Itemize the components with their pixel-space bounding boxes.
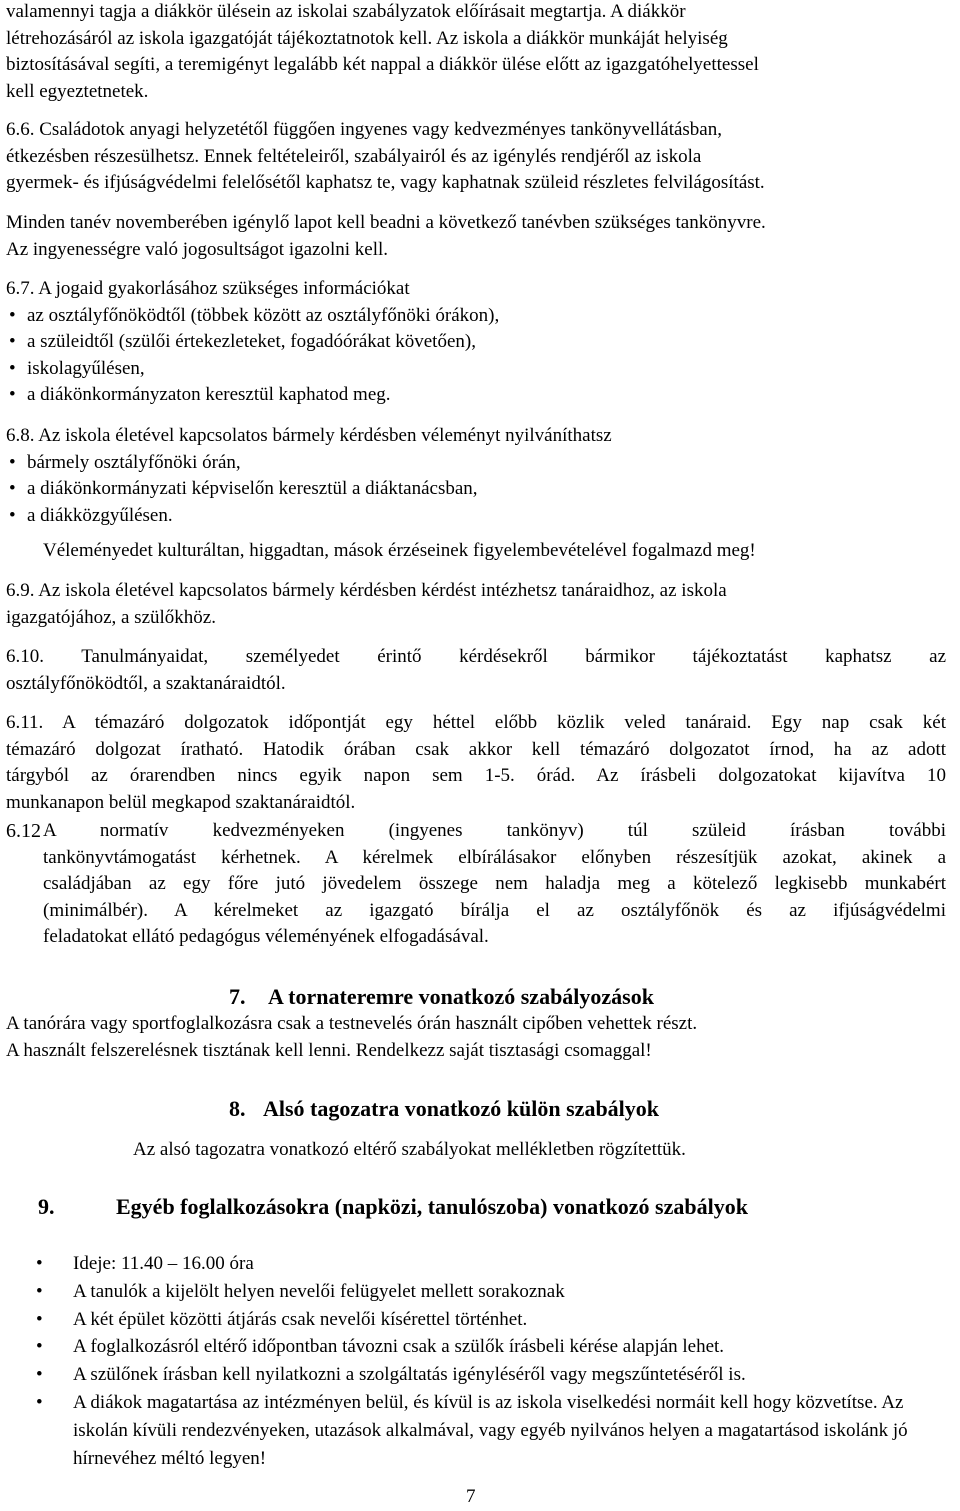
section-9-number: 9.: [38, 1194, 55, 1219]
section-6-8-note: [43, 538, 946, 565]
section-6-11-line: 6.11. A témazáró dolgozatok időpontját egy héttel előbb közlik veled tanáraid. Egy nap csak két: [6, 712, 946, 733]
list-item: • A foglalkozásról eltérő időpontban távozni csak a szülők írásbeli kérése alapján lehet.: [36, 1333, 920, 1361]
section-6-11-line: munkanapon belül megkapod szaktanáraidtól.: [6, 791, 356, 813]
intro-line: kell egyeztetnetek.: [6, 80, 149, 102]
section-6-6-extra-line: Az ingyenességre való jogosultságot igazolni kell.: [6, 238, 389, 260]
intro-line: létrehozásáról az iskola igazgatóját tájékoztatnotok kell. Az iskola a diákkör munkáját helyiség: [6, 27, 728, 49]
section-6-7: [6, 276, 946, 409]
list-item: • A szülőnek írásban kell nyilatkozni a szolgáltatás igényléséről vagy megszűntetéséről is.: [36, 1361, 920, 1389]
intro-line: valamennyi tagja a diákkör ülésein az iskolai szabályzatok előírásait megtartja. A diákkör: [6, 1, 686, 22]
section-9-title: Egyéb foglalkozásokra (napközi, tanulószoba) vonatkozó szabályok: [116, 1194, 748, 1219]
section-6-6-extra: [6, 210, 946, 263]
section-6-8-list: [6, 450, 946, 530]
list-item: • A diákok magatartása az intézményen belül, és kívül is az iskola viselkedési normáit kell hogy közvetítse. Az iskolán kívüli rendezvényeken, utazások alkalmával, vagy egyéb nyilvános helyen a magatartásod iskolánk jó hírnevéhez méltó legyen!: [36, 1389, 920, 1472]
list-item: • a diákönkormányzati képviselőn keresztül a diáktanácsban,: [6, 476, 946, 503]
list-item: • iskolagyűlésen,: [6, 356, 946, 383]
section-6-6-extra-line: Minden tanév novemberében igénylő lapot kell beadni a következő tanévben szükséges tankönyvre.: [6, 212, 766, 233]
section-6-9-paragraph: [6, 578, 946, 631]
section-6-12-line: feladatokat ellátó pedagógus véleményének elfogadásával.: [43, 926, 489, 947]
section-6-12-line: (minimálbér). A kérelmeket az igazgató bírálja el az osztályfőnök és az ifjúságvédelmi: [43, 899, 946, 921]
list-item: • bármely osztályfőnöki órán,: [6, 450, 946, 477]
section-7-line: A tanórára vagy sportfoglalkozásra csak a testnevelés órán használt cipőben vehettek részt.: [6, 1013, 698, 1034]
section-7-paragraph: [6, 1011, 946, 1064]
page-number: 7: [466, 1486, 476, 1507]
list-item: • az osztályfőnöködtől (többek között az osztályfőnöki órákon),: [6, 303, 946, 330]
section-8-paragraph: [133, 1137, 946, 1164]
intro-paragraph: [6, 0, 946, 105]
list-item: • Ideje: 11.40 – 16.00 óra: [36, 1250, 920, 1278]
section-6-11-line: tárgyból az órarendben nincs egyik napon sem 1-5. órád. Az írásbeli dolgozatokat kijavítva 10: [6, 765, 946, 786]
section-7-heading: [229, 983, 654, 1011]
section-6-8-note-text: Véleményedet kulturáltan, higgadtan, mások érzéseinek figyelembevételével fogalmazd meg!: [43, 540, 756, 561]
section-9-list: [36, 1250, 920, 1472]
section-6-8: [6, 423, 946, 529]
section-6-11-line: témazáró dolgozat íratható. Hatodik órában csak akkor kell témazáró dolgozatot írnod, ha az adott: [6, 738, 946, 760]
section-6-9-line: igazgatójához, a szülőkhöz.: [6, 606, 216, 628]
section-6-7-intro: 6.7. A jogaid gyakorlásához szükséges információkat: [6, 278, 410, 299]
section-6-12-line: tankönyvtámogatást kérhetnek. A kérelmek elbírálásakor előnyben részesítjük azokat, akinek a: [43, 846, 946, 868]
section-7-title: A tornateremre vonatkozó szabályozások: [268, 984, 654, 1009]
section-8-text: Az alsó tagozatra vonatkozó eltérő szabályokat mellékletben rögzítettük.: [133, 1139, 686, 1160]
intro-line: biztosításával segíti, a teremigényt legalább két nappal a diákkör ülése előtt az igazgatóhelyettessel: [6, 54, 759, 75]
section-6-6-line: étkezésben részesülhetsz. Ennek feltételeiről, szabályairól és az igénylés rendjéről az iskola: [6, 145, 702, 167]
section-6-6-paragraph: [6, 117, 946, 197]
section-6-7-list: [6, 303, 946, 409]
section-6-12-line: A normatív kedvezményeken (ingyenes tankönyv) túl szüleid írásban további: [43, 820, 946, 841]
list-item: • A tanulók a kijelölt helyen nevelői felügyelet mellett sorakoznak: [36, 1278, 920, 1306]
section-6-12-number: 6.12: [6, 820, 41, 842]
section-6-9-line: 6.9. Az iskola életével kapcsolatos bármely kérdésben kérdést intézhetsz tanáraidhoz, az iskola: [6, 580, 727, 601]
section-6-6-line: gyermek- és ifjúságvédelmi felelősétől kaphatsz te, vagy kaphatnak szüleid részletes felvilágosítást.: [6, 172, 765, 193]
section-6-10-paragraph: [6, 644, 946, 697]
section-6-12-text: [6, 818, 946, 951]
section-6-11-paragraph: [6, 710, 946, 816]
section-6-10-line: osztályfőnöködtől, a szaktanáraidtól.: [6, 672, 286, 694]
list-item: • a diákközgyűlésen.: [6, 503, 946, 530]
section-7-number: 7.: [229, 984, 246, 1009]
section-8-title: Alsó tagozatra vonatkozó külön szabályok: [263, 1096, 660, 1121]
section-7-line: A használt felszerelésnek tisztának kell lenni. Rendelkezz saját tisztasági csomaggal!: [6, 1039, 652, 1061]
section-8-number: 8.: [229, 1096, 246, 1121]
section-6-6-line: 6.6. Családotok anyagi helyzetétől függően ingyenes vagy kedvezményes tankönyvellátásban,: [6, 119, 722, 140]
list-item: • A két épület közötti átjárás csak nevelői kísérettel történhet.: [36, 1306, 920, 1334]
section-9-heading: [38, 1193, 748, 1221]
section-6-10-line: 6.10. Tanulmányaidat, személyedet érintő kérdésekről bármikor tájékoztatást kaphatsz az: [6, 646, 946, 667]
list-item: • a szüleidtől (szülői értekezleteket, fogadóórákat követően),: [6, 329, 946, 356]
list-item: • a diákönkormányzaton keresztül kaphatod meg.: [6, 382, 946, 409]
section-6-12: [6, 818, 946, 951]
section-6-12-body: [6, 818, 946, 951]
section-8-heading: [229, 1095, 659, 1123]
section-6-12-line: családjában az egy főre jutó jövedelem összege nem haladja meg a kötelező legkisebb munkabért: [43, 873, 946, 894]
section-6-8-intro: 6.8. Az iskola életével kapcsolatos bármely kérdésben véleményt nyilváníthatsz: [6, 425, 612, 446]
